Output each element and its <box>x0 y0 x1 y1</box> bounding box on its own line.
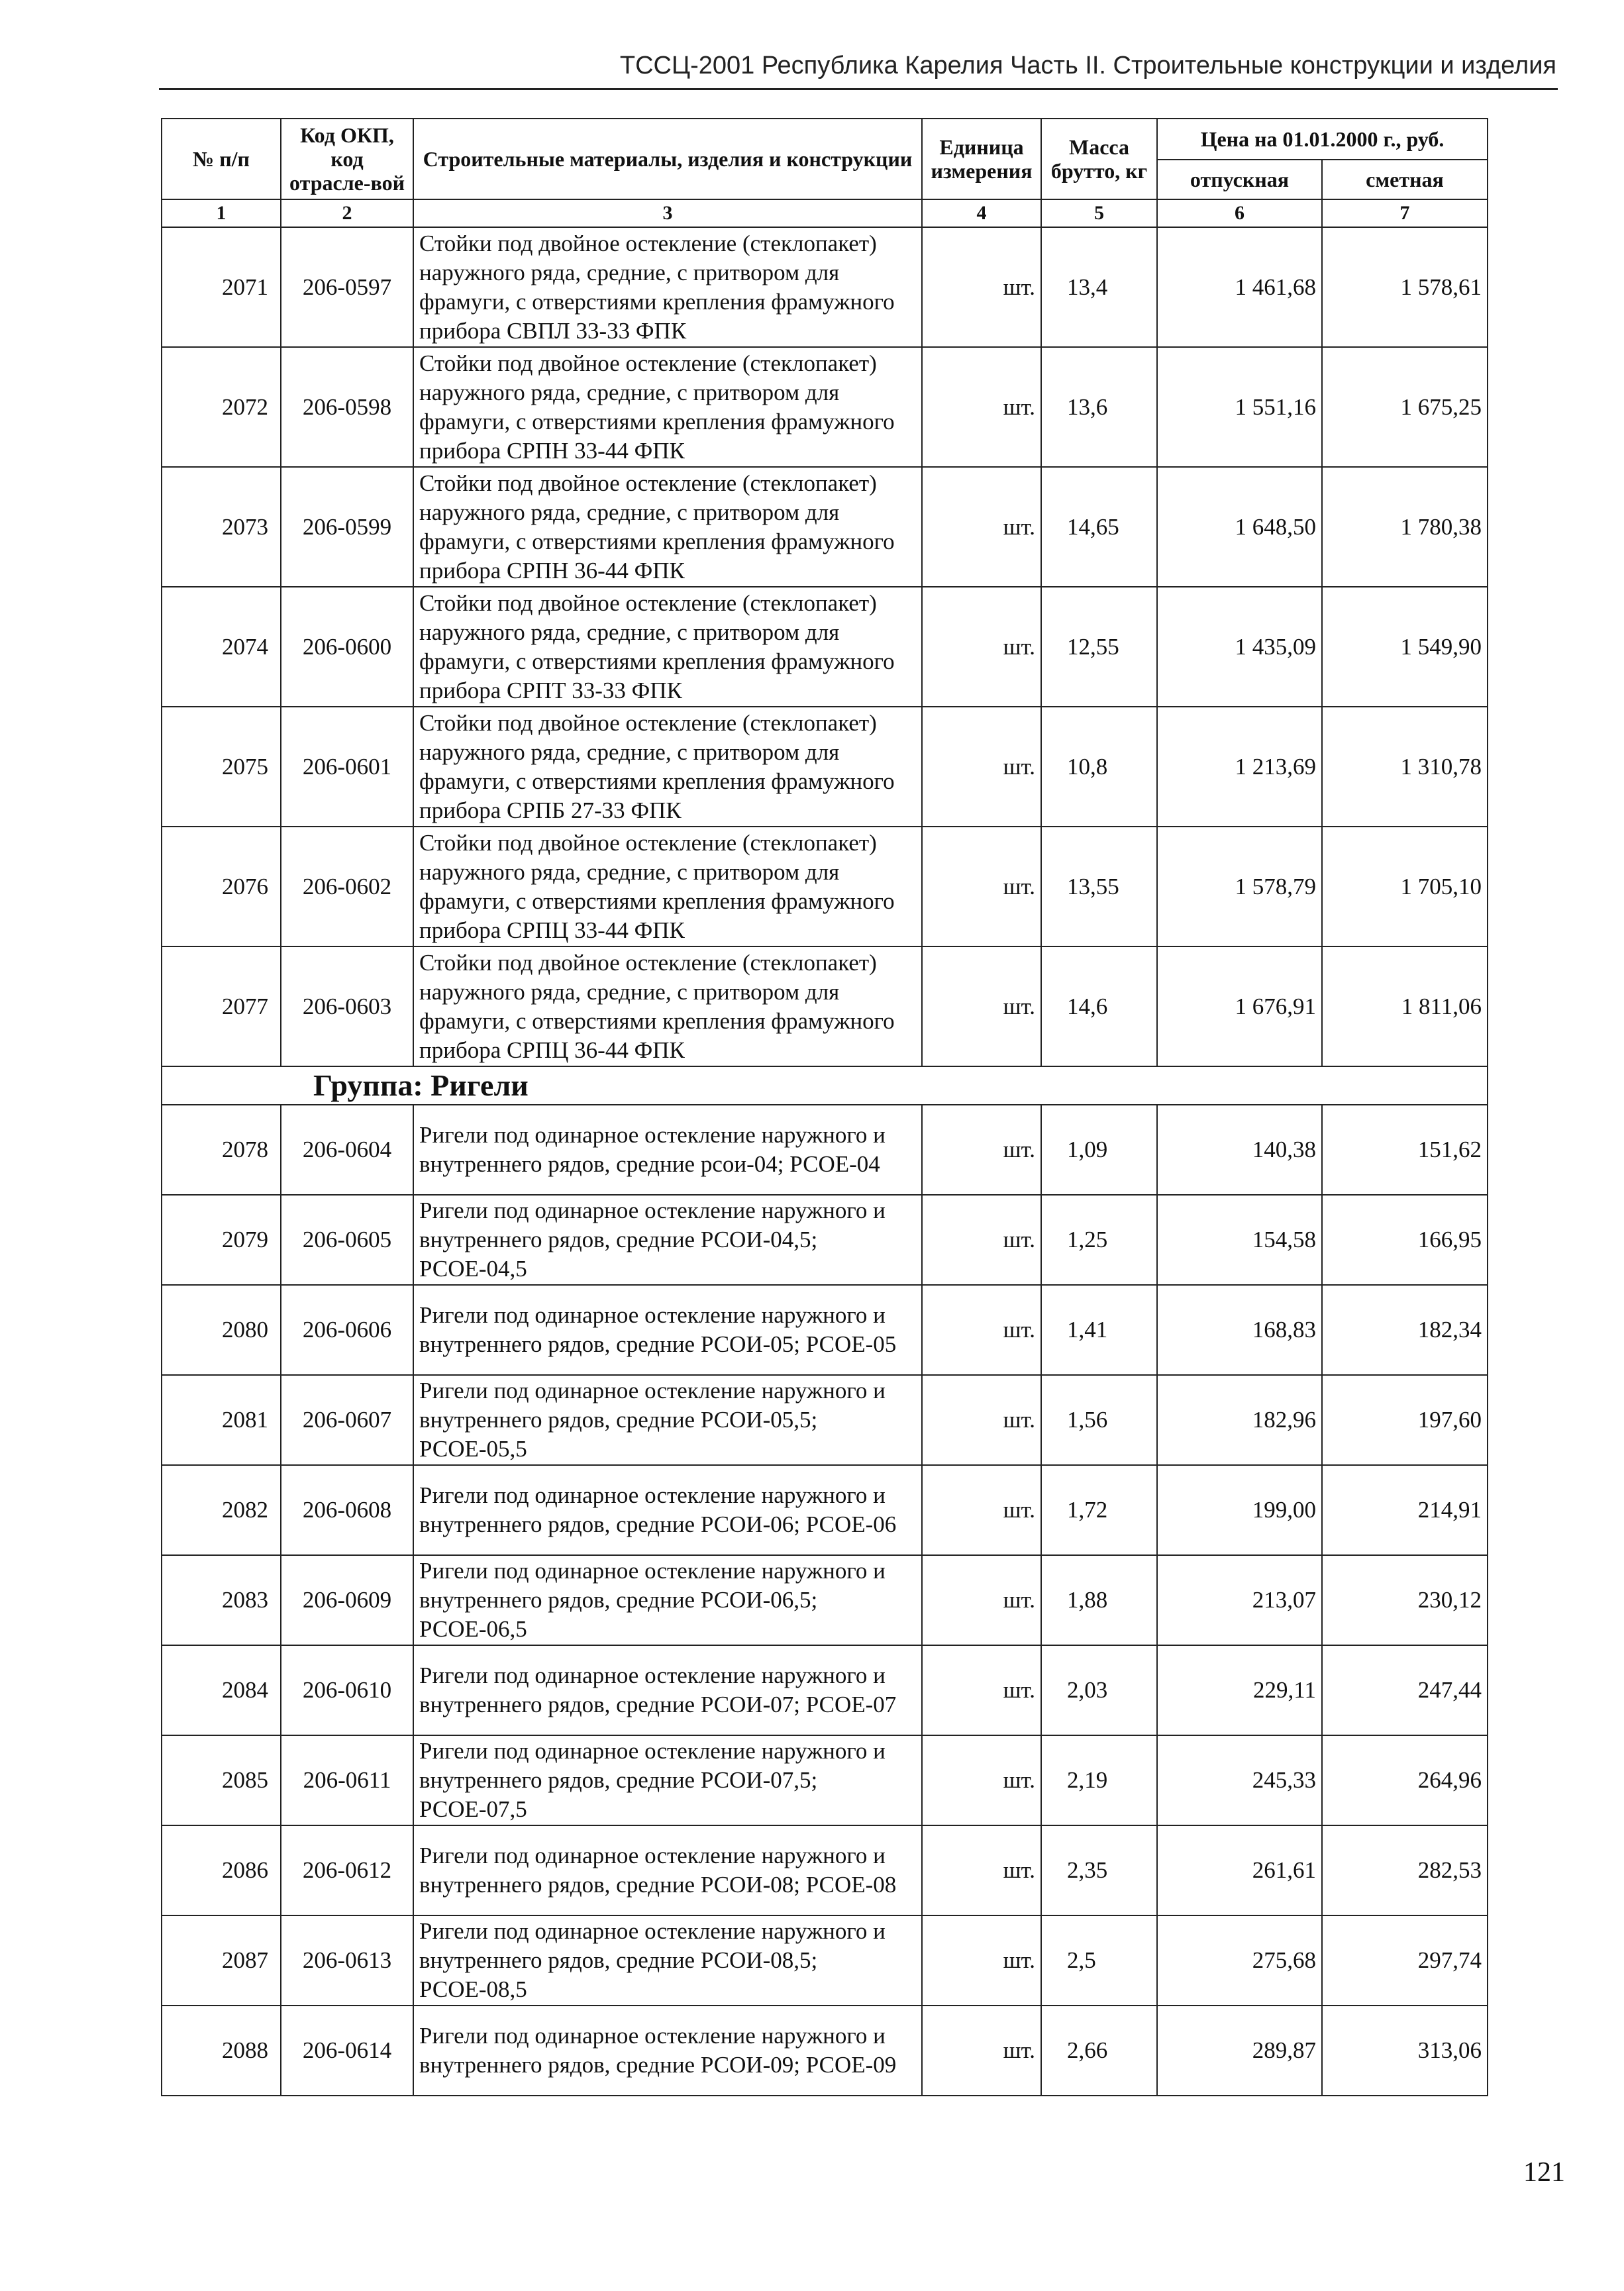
row-price-estimate: 166,95 <box>1322 1195 1488 1285</box>
row-code: 206-0600 <box>281 587 413 707</box>
girder-rows <box>162 1105 1488 2096</box>
row-unit: шт. <box>922 467 1041 587</box>
row-name: Ригели под одинарное остекление наружного и внутреннего рядов, средние РСОИ-08,5; РСОЕ-08,5 <box>413 1915 922 2006</box>
table-row <box>162 1555 1488 1645</box>
row-price-release: 245,33 <box>1157 1735 1322 1825</box>
row-price-estimate: 247,44 <box>1322 1645 1488 1735</box>
row-unit: шт. <box>922 1105 1041 1195</box>
row-code: 206-0614 <box>281 2006 413 2096</box>
row-price-estimate: 182,34 <box>1322 1285 1488 1375</box>
row-name: Стойки под двойное остекление (стеклопакет) наружного ряда, средние, с притвором для фрамуги, с отверстиями крепления фрамужного прибора СРПБ 27-33 ФПК <box>413 707 922 827</box>
row-price-estimate: 313,06 <box>1322 2006 1488 2096</box>
col-header-unit: Единица измерения <box>922 119 1041 199</box>
row-code: 206-0603 <box>281 946 413 1066</box>
row-code: 206-0601 <box>281 707 413 827</box>
row-num: 2082 <box>162 1465 281 1555</box>
row-mass: 1,09 <box>1041 1105 1157 1195</box>
row-price-release: 1 461,68 <box>1157 227 1322 347</box>
row-mass: 14,65 <box>1041 467 1157 587</box>
column-number: 3 <box>413 199 922 227</box>
page-number: 121 <box>1523 2157 1565 2188</box>
row-code: 206-0604 <box>281 1105 413 1195</box>
row-num: 2088 <box>162 2006 281 2096</box>
row-num: 2083 <box>162 1555 281 1645</box>
table-row <box>162 1645 1488 1735</box>
row-price-estimate: 151,62 <box>1322 1105 1488 1195</box>
row-num: 2073 <box>162 467 281 587</box>
row-price-estimate: 297,74 <box>1322 1915 1488 2006</box>
column-number: 2 <box>281 199 413 227</box>
column-number-row <box>162 199 1488 227</box>
row-price-release: 275,68 <box>1157 1915 1322 2006</box>
row-mass: 2,35 <box>1041 1825 1157 1915</box>
row-mass: 13,55 <box>1041 827 1157 946</box>
row-price-release: 213,07 <box>1157 1555 1322 1645</box>
table-row <box>162 587 1488 707</box>
table-row <box>162 1735 1488 1825</box>
row-name: Стойки под двойное остекление (стеклопакет) наружного ряда, средние, с притвором для фрамуги, с отверстиями крепления фрамужного прибора СРПЦ 36-44 ФПК <box>413 946 922 1066</box>
row-unit: шт. <box>922 827 1041 946</box>
header-rule <box>159 88 1558 90</box>
row-unit: шт. <box>922 1825 1041 1915</box>
col-header-code: Код ОКП, код отрасле-вой <box>281 119 413 199</box>
row-num: 2077 <box>162 946 281 1066</box>
table-row <box>162 1285 1488 1375</box>
row-unit: шт. <box>922 1915 1041 2006</box>
row-unit: шт. <box>922 227 1041 347</box>
row-unit: шт. <box>922 707 1041 827</box>
row-name: Ригели под одинарное остекление наружного и внутреннего рядов, средние РСОИ-06,5; РСОЕ-06,5 <box>413 1555 922 1645</box>
row-name: Ригели под одинарное остекление наружного и внутреннего рядов, средние РСОИ-07,5; РСОЕ-07,5 <box>413 1735 922 1825</box>
row-name: Стойки под двойное остекление (стеклопакет) наружного ряда, средние, с притвором для фрамуги, с отверстиями крепления фрамужного прибора СРПТ 33-33 ФПК <box>413 587 922 707</box>
table-row <box>162 1825 1488 1915</box>
row-num: 2087 <box>162 1915 281 2006</box>
column-number: 5 <box>1041 199 1157 227</box>
col-header-price-group: Цена на 01.01.2000 г., руб. <box>1157 119 1488 160</box>
row-price-release: 140,38 <box>1157 1105 1322 1195</box>
row-price-release: 182,96 <box>1157 1375 1322 1465</box>
row-code: 206-0609 <box>281 1555 413 1645</box>
row-price-estimate: 1 675,25 <box>1322 347 1488 467</box>
table-row <box>162 2006 1488 2096</box>
row-code: 206-0602 <box>281 827 413 946</box>
row-price-estimate: 1 549,90 <box>1322 587 1488 707</box>
row-price-release: 168,83 <box>1157 1285 1322 1375</box>
row-price-estimate: 1 780,38 <box>1322 467 1488 587</box>
group-label: Группа: Ригели <box>162 1066 1488 1105</box>
col-header-price-release: отпускная <box>1157 160 1322 199</box>
row-code: 206-0606 <box>281 1285 413 1375</box>
row-price-release: 1 435,09 <box>1157 587 1322 707</box>
row-price-estimate: 282,53 <box>1322 1825 1488 1915</box>
row-price-release: 229,11 <box>1157 1645 1322 1735</box>
row-unit: шт. <box>922 347 1041 467</box>
row-name: Ригели под одинарное остекление наружного и внутреннего рядов, средние РСОИ-05; РСОЕ-05 <box>413 1285 922 1375</box>
row-unit: шт. <box>922 1195 1041 1285</box>
row-num: 2078 <box>162 1105 281 1195</box>
row-code: 206-0599 <box>281 467 413 587</box>
row-code: 206-0613 <box>281 1915 413 2006</box>
row-mass: 10,8 <box>1041 707 1157 827</box>
row-num: 2076 <box>162 827 281 946</box>
row-unit: шт. <box>922 1735 1041 1825</box>
row-unit: шт. <box>922 1555 1041 1645</box>
column-number: 7 <box>1322 199 1488 227</box>
row-mass: 14,6 <box>1041 946 1157 1066</box>
table-row <box>162 1105 1488 1195</box>
table-row <box>162 1465 1488 1555</box>
row-unit: шт. <box>922 1375 1041 1465</box>
row-code: 206-0605 <box>281 1195 413 1285</box>
column-number: 6 <box>1157 199 1322 227</box>
row-price-release: 1 648,50 <box>1157 467 1322 587</box>
table-row <box>162 347 1488 467</box>
row-name: Ригели под одинарное остекление наружного и внутреннего рядов, средние РСОИ-08; РСОЕ-08 <box>413 1825 922 1915</box>
row-num: 2084 <box>162 1645 281 1735</box>
col-header-num: № п/п <box>162 119 281 199</box>
table-row <box>162 1375 1488 1465</box>
row-price-release: 1 213,69 <box>1157 707 1322 827</box>
col-header-mass: Масса брутто, кг <box>1041 119 1157 199</box>
pillar-rows <box>162 227 1488 1066</box>
table-header <box>162 119 1488 227</box>
row-code: 206-0612 <box>281 1825 413 1915</box>
row-mass: 1,72 <box>1041 1465 1157 1555</box>
row-mass: 1,25 <box>1041 1195 1157 1285</box>
row-price-release: 1 676,91 <box>1157 946 1322 1066</box>
row-code: 206-0610 <box>281 1645 413 1735</box>
row-unit: шт. <box>922 1645 1041 1735</box>
row-num: 2086 <box>162 1825 281 1915</box>
row-price-release: 261,61 <box>1157 1825 1322 1915</box>
row-mass: 1,88 <box>1041 1555 1157 1645</box>
row-name: Стойки под двойное остекление (стеклопакет) наружного ряда, средние, с притвором для фрамуги, с отверстиями крепления фрамужного прибора СРПЦ 33-44 ФПК <box>413 827 922 946</box>
row-price-estimate: 230,12 <box>1322 1555 1488 1645</box>
row-unit: шт. <box>922 1465 1041 1555</box>
row-price-estimate: 264,96 <box>1322 1735 1488 1825</box>
column-number: 1 <box>162 199 281 227</box>
row-mass: 1,56 <box>1041 1375 1157 1465</box>
row-num: 2075 <box>162 707 281 827</box>
row-price-estimate: 1 578,61 <box>1322 227 1488 347</box>
row-name: Стойки под двойное остекление (стеклопакет) наружного ряда, средние, с притвором для фрамуги, с отверстиями крепления фрамужного прибора СРПН 33-44 ФПК <box>413 347 922 467</box>
row-mass: 2,66 <box>1041 2006 1157 2096</box>
row-name: Ригели под одинарное остекление наружного и внутреннего рядов, средние рсои-04; РСОЕ-04 <box>413 1105 922 1195</box>
row-code: 206-0597 <box>281 227 413 347</box>
row-name: Ригели под одинарное остекление наружного и внутреннего рядов, средние РСОИ-07; РСОЕ-07 <box>413 1645 922 1735</box>
row-num: 2072 <box>162 347 281 467</box>
row-unit: шт. <box>922 1285 1041 1375</box>
row-num: 2074 <box>162 587 281 707</box>
row-mass: 12,55 <box>1041 587 1157 707</box>
col-header-price-estimate: сметная <box>1322 160 1488 199</box>
row-code: 206-0607 <box>281 1375 413 1465</box>
row-price-estimate: 1 705,10 <box>1322 827 1488 946</box>
row-price-release: 1 551,16 <box>1157 347 1322 467</box>
row-name: Стойки под двойное остекление (стеклопакет) наружного ряда, средние, с притвором для фрамуги, с отверстиями крепления фрамужного прибора СВПЛ 33-33 ФПК <box>413 227 922 347</box>
row-code: 206-0598 <box>281 347 413 467</box>
row-mass: 2,5 <box>1041 1915 1157 2006</box>
price-table <box>161 118 1488 2096</box>
row-mass: 2,03 <box>1041 1645 1157 1735</box>
table-row <box>162 227 1488 347</box>
row-unit: шт. <box>922 946 1041 1066</box>
row-num: 2071 <box>162 227 281 347</box>
row-name: Ригели под одинарное остекление наружного и внутреннего рядов, средние РСОИ-06; РСОЕ-06 <box>413 1465 922 1555</box>
running-header: ТССЦ-2001 Республика Карелия Часть II. Строительные конструкции и изделия <box>619 52 1556 79</box>
row-price-release: 154,58 <box>1157 1195 1322 1285</box>
row-price-estimate: 197,60 <box>1322 1375 1488 1465</box>
row-num: 2085 <box>162 1735 281 1825</box>
col-header-name: Строительные материалы, изделия и конструкции <box>413 119 922 199</box>
row-name: Стойки под двойное остекление (стеклопакет) наружного ряда, средние, с притвором для фрамуги, с отверстиями крепления фрамужного прибора СРПН 36-44 ФПК <box>413 467 922 587</box>
row-price-release: 289,87 <box>1157 2006 1322 2096</box>
column-number: 4 <box>922 199 1041 227</box>
row-price-release: 1 578,79 <box>1157 827 1322 946</box>
table-row <box>162 707 1488 827</box>
table-row <box>162 946 1488 1066</box>
row-unit: шт. <box>922 587 1041 707</box>
table-row <box>162 1915 1488 2006</box>
table-row <box>162 1195 1488 1285</box>
row-num: 2079 <box>162 1195 281 1285</box>
table-row <box>162 467 1488 587</box>
row-num: 2080 <box>162 1285 281 1375</box>
table-row <box>162 827 1488 946</box>
row-price-estimate: 1 811,06 <box>1322 946 1488 1066</box>
row-price-estimate: 1 310,78 <box>1322 707 1488 827</box>
row-unit: шт. <box>922 2006 1041 2096</box>
row-name: Ригели под одинарное остекление наружного и внутреннего рядов, средние РСОИ-04,5; РСОЕ-04,5 <box>413 1195 922 1285</box>
row-num: 2081 <box>162 1375 281 1465</box>
row-code: 206-0608 <box>281 1465 413 1555</box>
row-mass: 13,4 <box>1041 227 1157 347</box>
row-mass: 2,19 <box>1041 1735 1157 1825</box>
row-mass: 13,6 <box>1041 347 1157 467</box>
row-mass: 1,41 <box>1041 1285 1157 1375</box>
row-name: Ригели под одинарное остекление наружного и внутреннего рядов, средние РСОИ-09; РСОЕ-09 <box>413 2006 922 2096</box>
row-price-release: 199,00 <box>1157 1465 1322 1555</box>
row-name: Ригели под одинарное остекление наружного и внутреннего рядов, средние РСОИ-05,5; РСОЕ-05,5 <box>413 1375 922 1465</box>
row-price-estimate: 214,91 <box>1322 1465 1488 1555</box>
group-header <box>162 1066 1488 1105</box>
row-code: 206-0611 <box>281 1735 413 1825</box>
